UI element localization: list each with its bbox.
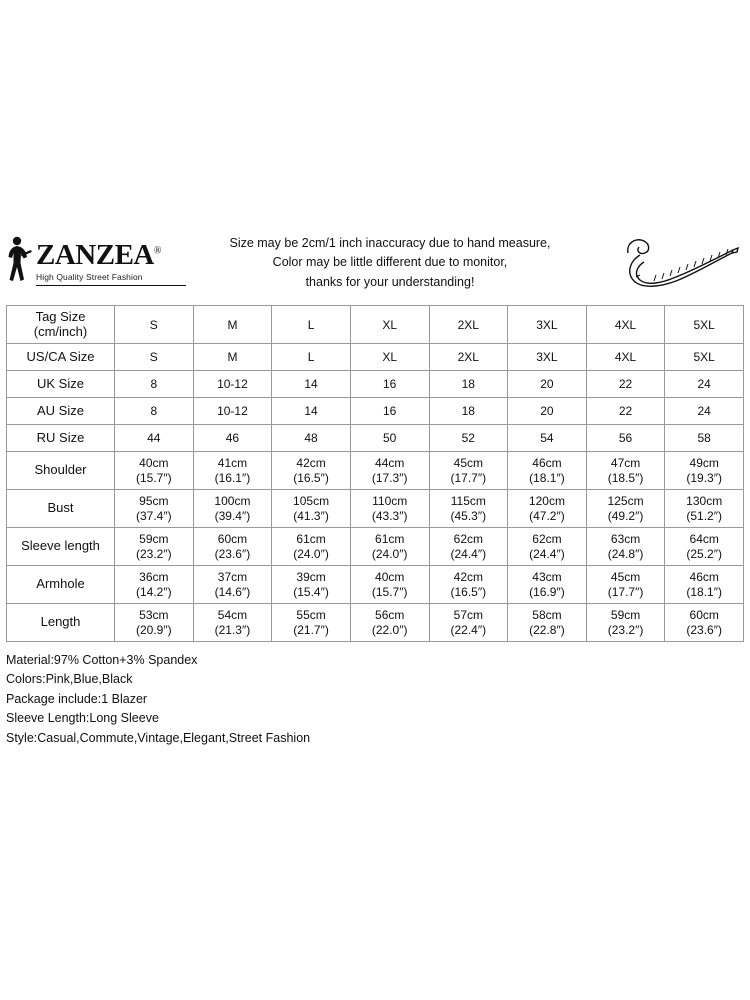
- cell: 22: [586, 371, 665, 398]
- cell: 44cm (17.3″): [350, 452, 429, 490]
- cell: 40cm (15.7″): [115, 452, 194, 490]
- cell: 50: [350, 425, 429, 452]
- cell: 3XL: [508, 306, 587, 344]
- cell: 40cm (15.7″): [350, 566, 429, 604]
- cell: 2XL: [429, 344, 508, 371]
- cell: 42cm (16.5″): [272, 452, 351, 490]
- table-row-length: [7, 604, 744, 642]
- row-header-uk-size: UK Size: [7, 371, 115, 398]
- detail-colors: Colors:Pink,Blue,Black: [6, 672, 133, 687]
- cell: XL: [350, 306, 429, 344]
- table-row-ru-size: [7, 425, 744, 452]
- cell: 60cm (23.6″): [665, 604, 744, 642]
- table-row-bust: [7, 490, 744, 528]
- cell: M: [193, 344, 272, 371]
- chart-header: [0, 225, 750, 305]
- cell: 2XL: [429, 306, 508, 344]
- cell: 47cm (18.5″): [586, 452, 665, 490]
- cell: 36cm (14.2″): [115, 566, 194, 604]
- cell: XL: [350, 344, 429, 371]
- cell: 120cm (47.2″): [508, 490, 587, 528]
- cell: 58cm (22.8″): [508, 604, 587, 642]
- cell: 4XL: [586, 306, 665, 344]
- measuring-tape-icon: [620, 231, 740, 293]
- cell: 20: [508, 398, 587, 425]
- cell: 95cm (37.4″): [115, 490, 194, 528]
- cell: 61cm (24.0″): [350, 528, 429, 566]
- cell: 60cm (23.6″): [193, 528, 272, 566]
- cell: 54cm (21.3″): [193, 604, 272, 642]
- cell: L: [272, 344, 351, 371]
- cell: 64cm (25.2″): [665, 528, 744, 566]
- cell: 14: [272, 371, 351, 398]
- cell: 8: [115, 371, 194, 398]
- cell: 18: [429, 371, 508, 398]
- cell: 43cm (16.9″): [508, 566, 587, 604]
- cell: 46cm (18.1″): [665, 566, 744, 604]
- table-row-us-ca-size: [7, 344, 744, 371]
- table-row-sleeve-length: [7, 528, 744, 566]
- cell: 22: [586, 398, 665, 425]
- cell: 53cm (20.9″): [115, 604, 194, 642]
- cell: 52: [429, 425, 508, 452]
- registered-mark-icon: ®: [153, 245, 161, 257]
- detail-style: Style:Casual,Commute,Vintage,Elegant,Street Fashion: [6, 730, 311, 745]
- brand-name: [36, 241, 186, 270]
- brand-text: [36, 235, 186, 286]
- cell: 125cm (49.2″): [586, 490, 665, 528]
- cell: 24: [665, 371, 744, 398]
- cell: 55cm (21.7″): [272, 604, 351, 642]
- cell: 16: [350, 371, 429, 398]
- cell: 14: [272, 398, 351, 425]
- cell: 37cm (14.6″): [193, 566, 272, 604]
- product-details: [6, 651, 744, 748]
- row-header-bust: Bust: [7, 490, 115, 528]
- cell: 4XL: [586, 344, 665, 371]
- row-header-length: Length: [7, 604, 115, 642]
- cell: 10-12: [193, 371, 272, 398]
- row-header-shoulder: Shoulder: [7, 452, 115, 490]
- table-row-au-size: [7, 398, 744, 425]
- cell: 46cm (18.1″): [508, 452, 587, 490]
- size-table: [6, 305, 744, 642]
- detail-package: Package include:1 Blazer: [6, 691, 148, 706]
- cell: 62cm (24.4″): [429, 528, 508, 566]
- cell: 48: [272, 425, 351, 452]
- cell: 105cm (41.3″): [272, 490, 351, 528]
- cell: 115cm (45.3″): [429, 490, 508, 528]
- cell: 5XL: [665, 306, 744, 344]
- cell: S: [115, 344, 194, 371]
- detail-material: Material:97% Cotton+3% Spandex: [6, 653, 198, 667]
- cell: 20: [508, 371, 587, 398]
- woman-figure-icon: [4, 235, 34, 291]
- row-header-armhole: Armhole: [7, 566, 115, 604]
- cell: 63cm (24.8″): [586, 528, 665, 566]
- table-row-armhole: [7, 566, 744, 604]
- row-header-au-size: AU Size: [7, 398, 115, 425]
- brand-tagline: High Quality Street Fashion: [36, 272, 143, 282]
- cell: 56cm (22.0″): [350, 604, 429, 642]
- brand-logo: [4, 235, 186, 291]
- row-header-tag-size: Tag Size (cm/inch): [7, 306, 115, 344]
- cell: 42cm (16.5″): [429, 566, 508, 604]
- table-row-tag-size: [7, 306, 744, 344]
- cell: 16: [350, 398, 429, 425]
- cell: 45cm (17.7″): [429, 452, 508, 490]
- cell: 41cm (16.1″): [193, 452, 272, 490]
- cell: L: [272, 306, 351, 344]
- cell: 59cm (23.2″): [586, 604, 665, 642]
- cell: 5XL: [665, 344, 744, 371]
- cell: 8: [115, 398, 194, 425]
- size-chart-sheet: [0, 225, 750, 748]
- notice-line-1: Size may be 2cm/1 inch inaccuracy due to hand measure,: [229, 235, 551, 250]
- cell: 110cm (43.3″): [350, 490, 429, 528]
- row-header-sleeve-length: Sleeve length: [7, 528, 115, 566]
- cell: 49cm (19.3″): [665, 452, 744, 490]
- cell: 56: [586, 425, 665, 452]
- cell: 3XL: [508, 344, 587, 371]
- cell: 54: [508, 425, 587, 452]
- row-header-ru-size: RU Size: [7, 425, 115, 452]
- table-row-shoulder: [7, 452, 744, 490]
- cell: 58: [665, 425, 744, 452]
- notice-line-3: thanks for your understanding!: [305, 274, 475, 289]
- cell: 24: [665, 398, 744, 425]
- cell: 59cm (23.2″): [115, 528, 194, 566]
- brand-divider: [36, 285, 186, 286]
- cell: S: [115, 306, 194, 344]
- cell: 46: [193, 425, 272, 452]
- brand-name-text: ZANZEA: [36, 239, 154, 271]
- notice-line-2: Color may be little different due to monitor,: [272, 255, 508, 270]
- cell: 10-12: [193, 398, 272, 425]
- size-table-body: [7, 306, 744, 642]
- measurement-notice: [229, 234, 550, 292]
- cell: 57cm (22.4″): [429, 604, 508, 642]
- cell: M: [193, 306, 272, 344]
- cell: 39cm (15.4″): [272, 566, 351, 604]
- cell: 44: [115, 425, 194, 452]
- cell: 62cm (24.4″): [508, 528, 587, 566]
- cell: 45cm (17.7″): [586, 566, 665, 604]
- row-header-us-ca-size: US/CA Size: [7, 344, 115, 371]
- cell: 100cm (39.4″): [193, 490, 272, 528]
- cell: 18: [429, 398, 508, 425]
- table-row-uk-size: [7, 371, 744, 398]
- detail-sleeve-length: Sleeve Length:Long Sleeve: [6, 711, 159, 726]
- cell: 61cm (24.0″): [272, 528, 351, 566]
- cell: 130cm (51.2″): [665, 490, 744, 528]
